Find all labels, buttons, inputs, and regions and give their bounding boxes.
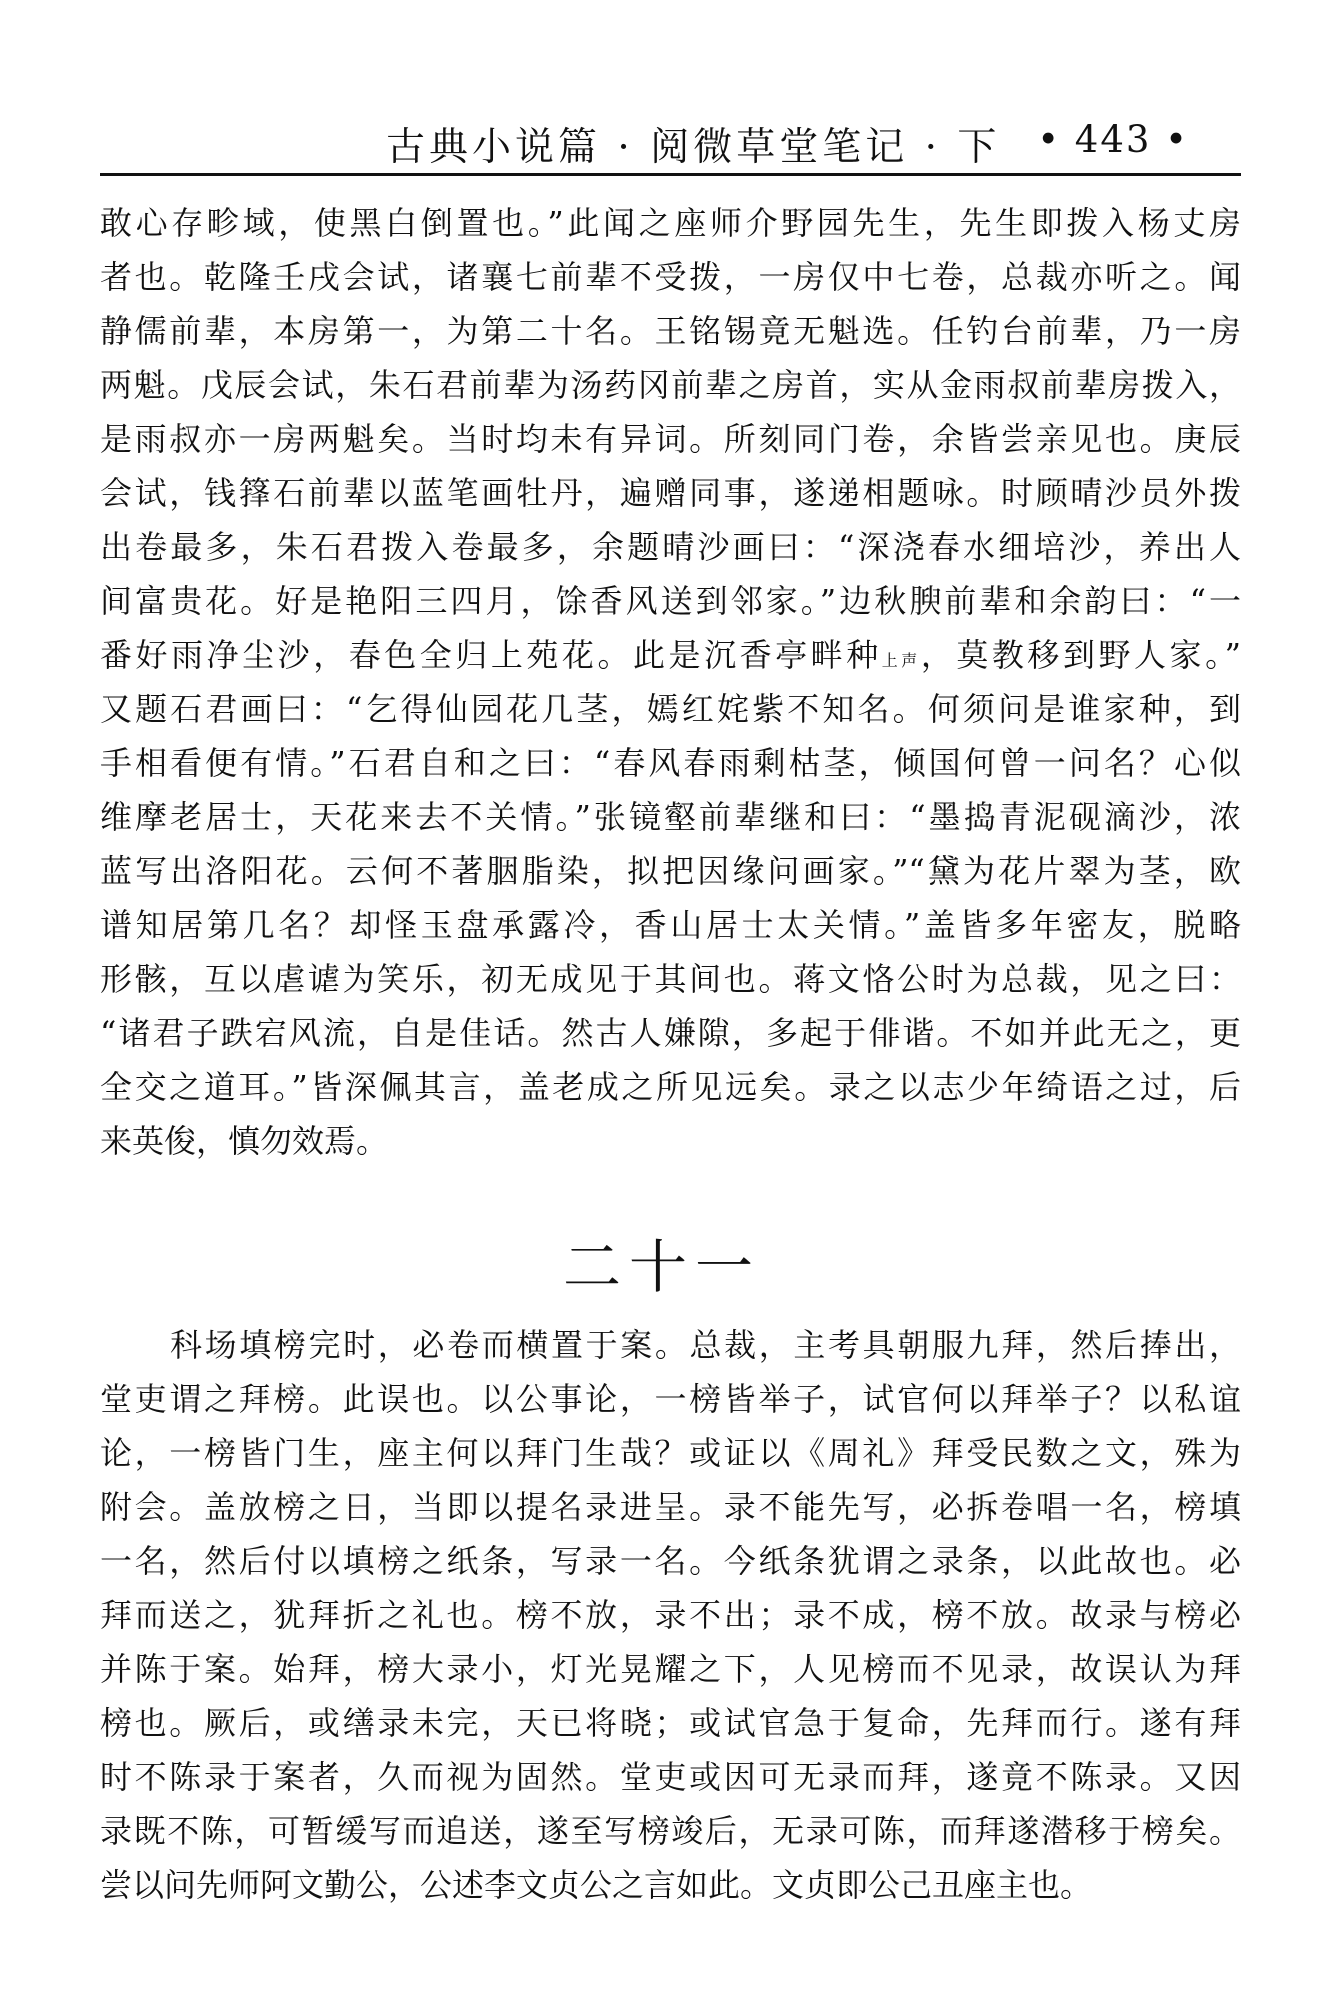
page-number: • 443 • — [1037, 118, 1189, 161]
line-text-after: ，莫教移到野人家。” — [920, 636, 1241, 674]
text-line: 榜也。厥后，或缮录未完，天已将晓；或试官急于复命，先拜而行。遂有拜 — [100, 1704, 1241, 1742]
text-line: 时不陈录于案者，久而视为固然。堂吏或因可无录而拜，遂竟不陈录。又因 — [100, 1758, 1241, 1796]
running-header — [100, 112, 1241, 176]
text-line: 维摩老居士，天花来去不关情。”张镜壑前辈继和曰：“墨捣青泥砚滴沙，浓 — [100, 798, 1241, 836]
text-line: 形骸，互以虐谑为笑乐，初无成见于其间也。蒋文恪公时为总裁，见之曰： — [100, 960, 1241, 998]
text-line: 两魁。戊辰会试，朱石君前辈为汤药冈前辈之房首，实从金雨叔前辈房拨入， — [100, 366, 1241, 404]
text-line: 附会。盖放榜之日，当即以提名录进呈。录不能先写，必拆卷唱一名，榜填 — [100, 1488, 1241, 1526]
text-line: 间富贵花。好是艳阳三四月，馀香风送到邻家。”边秋腴前辈和余韵曰：“一 — [100, 582, 1241, 620]
text-line: 又题石君画曰：“乞得仙园花几茎，嫣红姹紫不知名。何须问是谁家种，到 — [100, 690, 1241, 728]
text-line: 科场填榜完时，必卷而横置于案。总裁，主考具朝服九拜，然后捧出， — [170, 1326, 1241, 1364]
text-line: 谱知居第几名？却怪玉盘承露冷，香山居士太关情。”盖皆多年密友，脱略 — [100, 906, 1241, 944]
text-line: 堂吏谓之拜榜。此误也。以公事论，一榜皆举子，试官何以拜举子？以私谊 — [100, 1380, 1241, 1418]
text-line: 手相看便有情。”石君自和之曰：“春风春雨剩枯茎，倾国何曾一问名？心似 — [100, 744, 1241, 782]
text-line: 蓝写出洛阳花。云何不著胭脂染，拟把因缘问画家。”“黛为花片翠为茎，欧 — [100, 852, 1241, 890]
text-line: 出卷最多，朱石君拨入卷最多，余题晴沙画曰：“深浇春水细培沙，养出人 — [100, 528, 1241, 566]
text-line-with-note — [100, 628, 1241, 682]
text-line: 静儒前辈，本房第一，为第二十名。王铭锡竟无魁选。任钓台前辈，乃一房 — [100, 312, 1241, 350]
text-line: 是雨叔亦一房两魁矣。当时均未有异词。所刻同门卷，余皆尝亲见也。庚辰 — [100, 420, 1241, 458]
text-line: 会试，钱箨石前辈以蓝笔画牡丹，遍赠同事，遂递相题咏。时顾晴沙员外拨 — [100, 474, 1241, 512]
header-rule — [100, 173, 1241, 176]
text-line: 全交之道耳。”皆深佩其言，盖老成之所见远矣。录之以志少年绮语之过，后 — [100, 1068, 1241, 1106]
header-title: 古典小说篇 · 阅微草堂笔记 · 下 — [386, 125, 1001, 170]
text-line: 论，一榜皆门生，座主何以拜门生哉？或证以《周礼》拜受民数之文，殊为 — [100, 1434, 1241, 1472]
text-line: 并陈于案。始拜，榜大录小，灯光晃耀之下，人见榜而不见录，故误认为拜 — [100, 1650, 1241, 1688]
text-line: 尝以问先师阿文勤公，公述李文贞公之言如此。文贞即公己丑座主也。 — [100, 1866, 1093, 1904]
text-line: 录既不陈，可暂缓写而追送，遂至写榜竣后，无录可陈，而拜遂潜移于榜矣。 — [100, 1812, 1241, 1850]
text-line: 者也。乾隆壬戌会试，诸襄七前辈不受拨，一房仅中七卷，总裁亦听之。闻 — [100, 258, 1241, 296]
line-text-before: 番好雨净尘沙，春色全归上苑花。此是沉香亭畔种 — [100, 636, 882, 674]
text-line: 敢心存畛域，使黑白倒置也。”此闻之座师介野园先生，先生即拨入杨丈房 — [100, 204, 1241, 242]
paragraph-2 — [100, 1318, 1241, 1912]
text-line: 来英俊，慎勿效焉。 — [100, 1122, 389, 1160]
section-title: 二十一 — [562, 1233, 761, 1301]
text-line: 拜而送之，犹拜折之礼也。榜不放，录不出；录不成，榜不放。故录与榜必 — [100, 1596, 1241, 1634]
tone-note: 上声 — [881, 651, 921, 670]
text-line: 一名，然后付以填榜之纸条，写录一名。今纸条犹谓之录条，以此故也。必 — [100, 1542, 1241, 1580]
paragraph-1 — [100, 196, 1241, 1168]
text-line: “诸君子跌宕风流，自是佳话。然古人嫌隙，多起于俳谐。不如并此无之，更 — [100, 1014, 1241, 1052]
